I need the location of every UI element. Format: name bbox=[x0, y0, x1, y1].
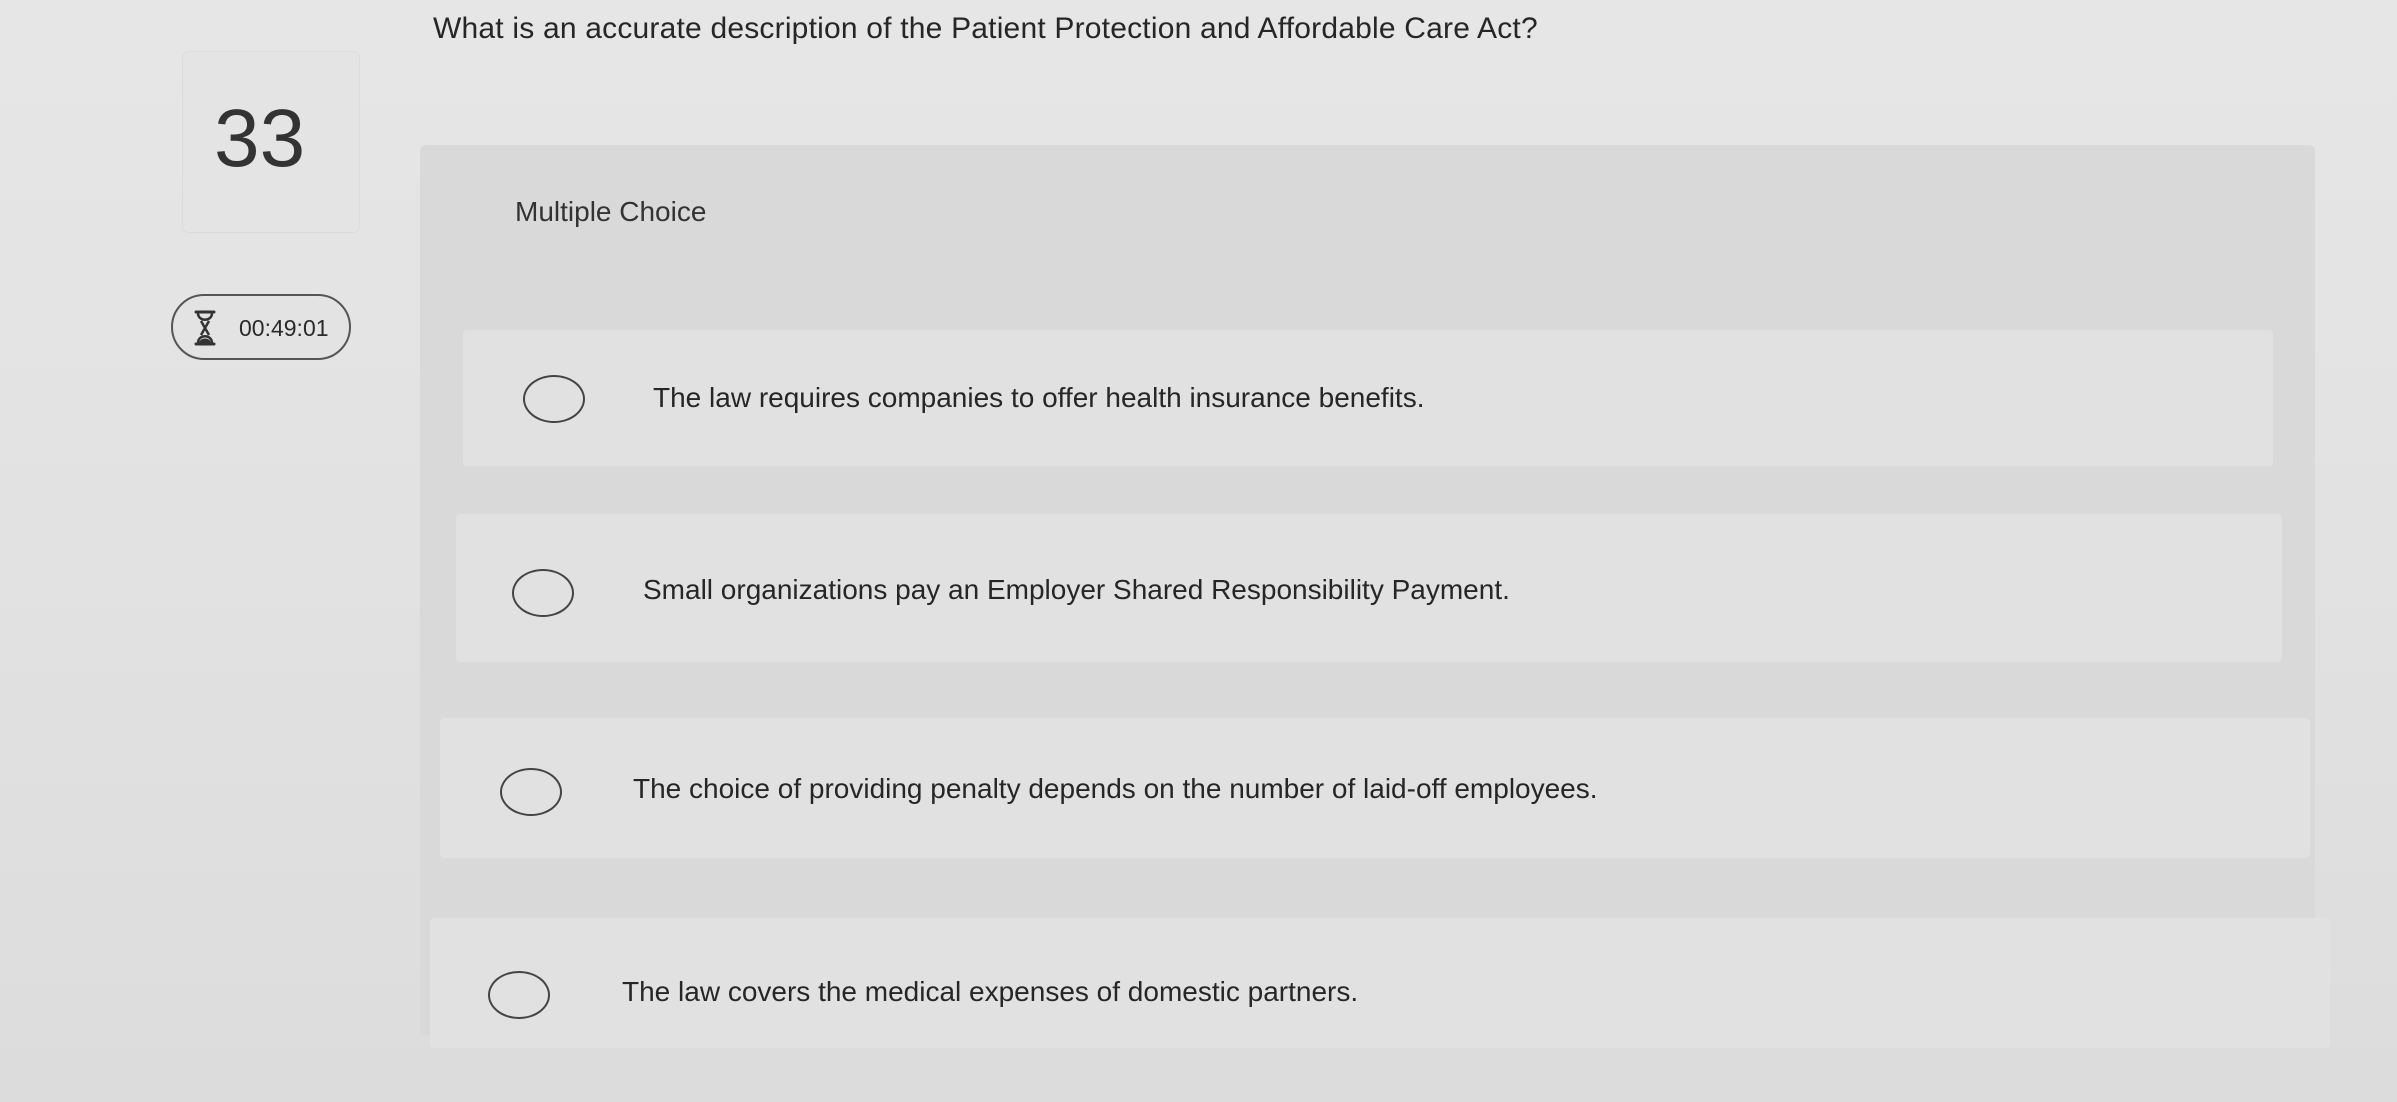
question-text: What is an accurate description of the Patient Protection and Affordable Care Act? bbox=[433, 12, 1538, 45]
answer-option-label[interactable]: Small organizations pay an Employer Shared Responsibility Payment. bbox=[643, 574, 1510, 605]
answer-option-label[interactable]: The law requires companies to offer health insurance benefits. bbox=[653, 382, 1425, 413]
radio-button[interactable] bbox=[500, 768, 562, 816]
question-number: 33 bbox=[214, 93, 306, 184]
radio-button[interactable] bbox=[512, 569, 574, 617]
answer-option-label[interactable]: The law covers the medical expenses of domestic partners. bbox=[622, 976, 1359, 1007]
timer-badge[interactable] bbox=[171, 294, 351, 360]
radio-button[interactable] bbox=[523, 375, 585, 423]
answer-option-label[interactable]: The choice of providing penalty depends on the number of laid-off employees. bbox=[633, 773, 1598, 804]
radio-button[interactable] bbox=[488, 971, 550, 1019]
timer-value: 00:49:01 bbox=[239, 315, 329, 341]
hourglass-icon bbox=[193, 310, 217, 346]
question-type-label: Multiple Choice bbox=[515, 196, 707, 227]
